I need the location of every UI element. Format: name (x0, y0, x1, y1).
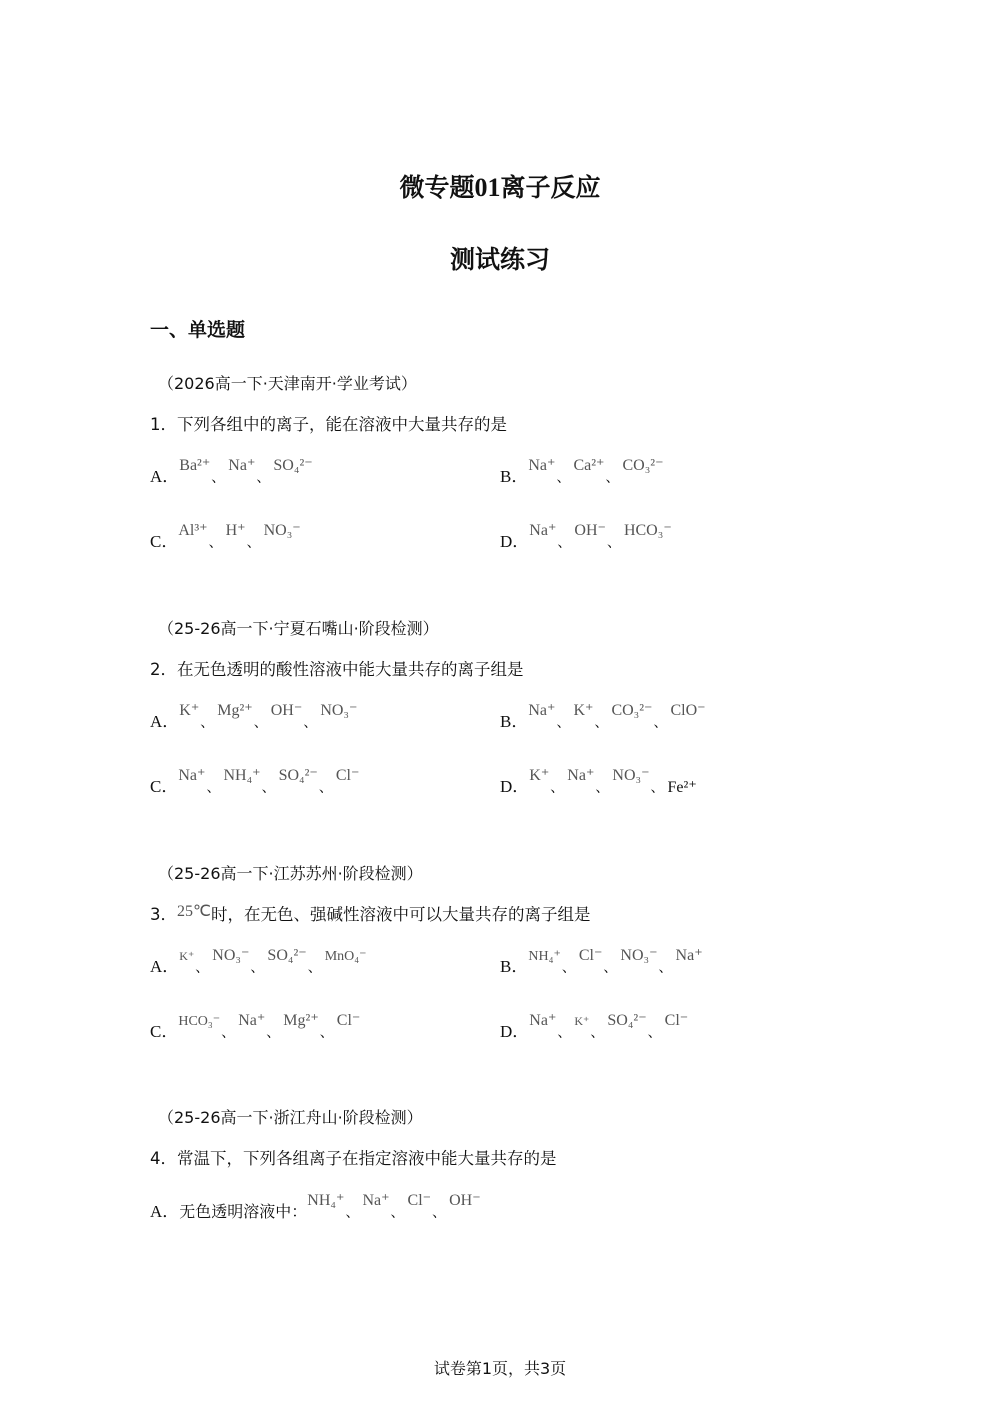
ion-list (178, 765, 360, 796)
section-heading: 一、单选题 (150, 319, 246, 341)
stem-text: 时，在无色、强碱性溶液中可以大量共存的离子组是 (210, 905, 591, 924)
ion: CO₃²⁻ (611, 702, 653, 719)
separator: 、 (590, 1025, 605, 1041)
ion: K⁺ (179, 949, 195, 963)
separator: 、 (647, 1025, 662, 1041)
option-letter: C． (150, 1022, 179, 1041)
ion: CO₃²⁻ (622, 457, 664, 474)
ion: SO₄²⁻ (607, 1012, 647, 1029)
ion: NH₄⁺ (307, 1192, 345, 1209)
separator: 、 (606, 535, 621, 551)
question-stem: 4．常温下，下列各组离子在指定溶液中能大量共存的是 (150, 1149, 557, 1168)
title-number: 01 (474, 173, 501, 202)
ion-list (529, 1010, 689, 1041)
option-condition: 无色透明溶液中： (179, 1202, 308, 1221)
separator: 、 (653, 715, 668, 731)
option-a[interactable] (150, 457, 313, 487)
separator: 、 (307, 960, 322, 976)
ion: K⁺ (574, 1014, 590, 1028)
question-source: （25-26高一下·浙江舟山·阶段检测） (158, 1108, 423, 1127)
title-suffix: 离子反应 (500, 173, 601, 202)
ion: OH⁻ (449, 1192, 481, 1209)
option-letter: B． (500, 712, 529, 731)
ion: Na⁺ (238, 1012, 266, 1029)
ion: NO₃⁻ (212, 947, 250, 964)
ion: Ba²⁺ (179, 457, 211, 474)
option-letter: A． (150, 1202, 180, 1221)
option-c[interactable] (150, 1012, 361, 1042)
option-a[interactable] (150, 702, 358, 732)
separator: 、 (206, 780, 221, 796)
separator: 、 (303, 715, 318, 731)
ion: Mg²⁺ (217, 702, 253, 719)
ion: Cl⁻ (407, 1192, 432, 1209)
ion: Na⁺ (228, 457, 256, 474)
separator: 、 (556, 470, 571, 486)
separator: 、 (561, 960, 576, 976)
option-d[interactable] (500, 767, 697, 797)
ion: Na⁺ (528, 702, 556, 719)
page-footer: 试卷第1页，共3页 (433, 1359, 567, 1378)
ion: Na⁺ (178, 767, 206, 784)
option-c[interactable] (150, 767, 360, 797)
ion: Na⁺ (529, 522, 557, 539)
ion: Ca²⁺ (573, 457, 605, 474)
question-source: （25-26高一下·江苏苏州·阶段检测） (158, 864, 423, 883)
ion: Mg²⁺ (283, 1012, 319, 1029)
separator: 、 (594, 715, 609, 731)
separator: 、 (195, 960, 210, 976)
question-stem (150, 901, 590, 925)
separator: 、 (432, 1205, 447, 1221)
separator: 、 (246, 535, 261, 551)
separator: 、 (557, 535, 572, 551)
ion: Na⁺ (675, 947, 703, 964)
ion: HCO₃⁻ (178, 1014, 221, 1029)
option-letter: B． (500, 467, 529, 486)
ion: NO₃⁻ (620, 947, 658, 964)
document-title (0, 168, 1000, 204)
ion: NH₄⁺ (528, 949, 561, 964)
option-c[interactable] (150, 522, 301, 552)
stem-number: 3． (150, 905, 177, 924)
separator: 、 (658, 960, 673, 976)
separator: 、 (200, 715, 215, 731)
option-d[interactable] (500, 522, 672, 552)
ion-list (179, 945, 367, 976)
ion: Al³⁺ (178, 522, 208, 539)
separator: 、 (221, 1025, 236, 1041)
separator: 、 (256, 470, 271, 486)
option-letter: B． (500, 957, 529, 976)
ion-list (529, 765, 697, 796)
ion-list (528, 945, 703, 976)
option-b[interactable] (500, 947, 703, 977)
separator: 、 (557, 1025, 572, 1041)
ion: Cl⁻ (578, 947, 603, 964)
option-letter: C． (150, 532, 179, 551)
separator: 、 (605, 470, 620, 486)
ion: Na⁺ (528, 457, 556, 474)
ion: Na⁺ (362, 1192, 390, 1209)
ion: MnO₄⁻ (324, 949, 367, 964)
option-letter: A． (150, 957, 180, 976)
temperature: 25℃ (177, 903, 211, 920)
ion: K⁺ (529, 767, 550, 784)
ion: NH₄⁺ (223, 767, 261, 784)
question-source: （2026高一下·天津南开·学业考试） (158, 374, 417, 393)
ion: ClO⁻ (670, 702, 706, 719)
option-a[interactable] (150, 1192, 481, 1222)
option-letter: A． (150, 467, 180, 486)
separator: 、 (266, 1025, 281, 1041)
option-letter: D． (500, 777, 530, 796)
option-a[interactable] (150, 947, 367, 977)
ion-list (178, 1010, 361, 1041)
ion: NO₃⁻ (612, 767, 650, 784)
separator: 、 (319, 1025, 334, 1041)
option-letter: A． (150, 712, 180, 731)
ion-list (307, 1190, 481, 1221)
separator: 、 (595, 780, 610, 796)
ion: Cl⁻ (664, 1012, 689, 1029)
option-b[interactable] (500, 702, 706, 732)
separator: 、 (550, 780, 565, 796)
option-letter: D． (500, 532, 530, 551)
ion: SO₄²⁻ (273, 457, 313, 474)
separator: 、 (603, 960, 618, 976)
ion: OH⁻ (270, 702, 303, 719)
ion: SO₄²⁻ (278, 767, 318, 784)
title-prefix: 微专题 (399, 173, 475, 202)
ion-fe: Fe²⁺ (667, 779, 697, 796)
option-b[interactable] (500, 457, 664, 487)
ion: Cl⁻ (335, 767, 360, 784)
ion-list (528, 455, 664, 486)
ion-list (529, 520, 672, 551)
separator: 、 (345, 1205, 360, 1221)
ion: Na⁺ (567, 767, 595, 784)
ion: K⁺ (573, 702, 594, 719)
ion-list (528, 700, 706, 731)
separator: 、 (250, 960, 265, 976)
ion-list (179, 455, 313, 486)
document-subtitle: 测试练习 (449, 245, 550, 274)
separator: 、 (208, 535, 223, 551)
separator: 、 (556, 715, 571, 731)
ion: HCO₃⁻ (623, 522, 672, 539)
option-letter: C． (150, 777, 179, 796)
separator: 、 (318, 780, 333, 796)
separator: 、 (261, 780, 276, 796)
ion: H⁺ (225, 522, 246, 539)
separator: 、 (211, 470, 226, 486)
ion-list (178, 520, 301, 551)
question-stem: 2．在无色透明的酸性溶液中能大量共存的离子组是 (150, 660, 524, 679)
ion: K⁺ (179, 702, 200, 719)
ion: Na⁺ (529, 1012, 557, 1029)
separator: 、 (253, 715, 268, 731)
separator: 、 (650, 780, 665, 796)
option-letter: D． (500, 1022, 530, 1041)
ion: Cl⁻ (336, 1012, 361, 1029)
ion: NO₃⁻ (263, 522, 301, 539)
ion: NO₃⁻ (320, 702, 358, 719)
option-d[interactable] (500, 1012, 689, 1042)
question-source: （25-26高一下·宁夏石嘴山·阶段检测） (158, 619, 439, 638)
ion: OH⁻ (574, 522, 606, 539)
question-stem: 1．下列各组中的离子，能在溶液中大量共存的是 (150, 415, 507, 434)
ion: SO₄²⁻ (267, 947, 307, 964)
separator: 、 (390, 1205, 405, 1221)
ion-list (179, 700, 358, 731)
